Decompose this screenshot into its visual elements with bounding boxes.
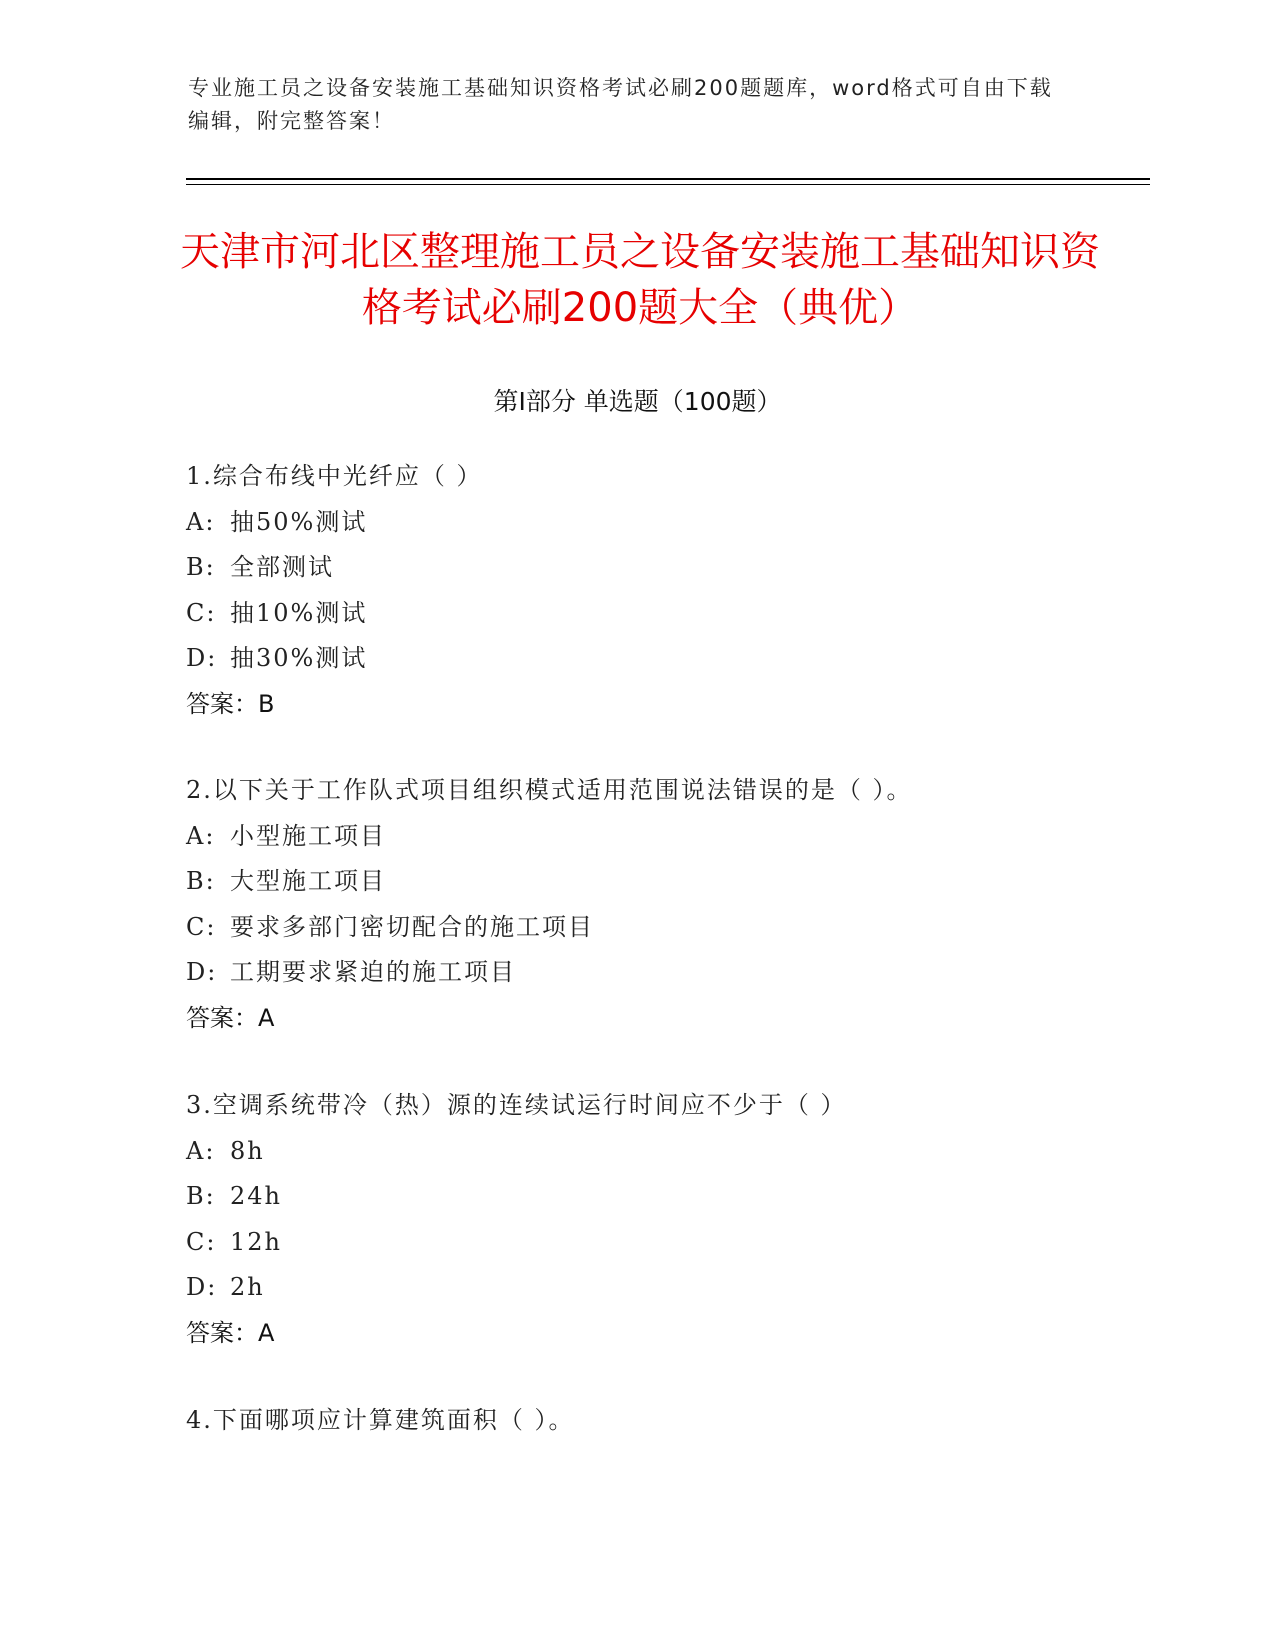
document-title: 天津市河北区整理施工员之设备安装施工基础知识资格考试必刷200题大全（典优） xyxy=(180,229,1100,331)
option-text: 全部测试 xyxy=(230,553,334,581)
option-a xyxy=(186,814,1186,860)
answer: 答案：A xyxy=(186,1318,275,1347)
option-b xyxy=(186,859,1186,905)
option-c xyxy=(186,591,1186,637)
option-letter: D: xyxy=(186,958,218,986)
option-letter: A: xyxy=(186,507,216,536)
question-stem: 3.空调系统带冷（热）源的连续试运行时间应不少于（ ） xyxy=(186,1091,847,1119)
option-text: 抽30%测试 xyxy=(230,644,368,672)
option-text: 24h xyxy=(230,1182,282,1210)
question-stem: 2.以下关于工作队式项目组织模式适用范围说法错误的是（ ）。 xyxy=(186,776,913,804)
option-text: 8h xyxy=(230,1136,265,1165)
question-4 xyxy=(186,1398,1186,1444)
option-letter: A: xyxy=(186,1136,216,1165)
header-rule-thin xyxy=(186,184,1150,185)
answer: 答案：A xyxy=(186,1003,275,1032)
option-a xyxy=(186,1129,1186,1175)
option-text: 小型施工项目 xyxy=(230,821,386,850)
option-letter: B: xyxy=(186,1182,216,1210)
option-text: 12h xyxy=(230,1227,282,1256)
option-letter: B: xyxy=(186,867,216,895)
section-title: 第Ⅰ部分 单选题（100题） xyxy=(493,387,782,416)
option-text: 大型施工项目 xyxy=(230,867,386,895)
option-d xyxy=(186,950,1186,996)
answer: 答案：B xyxy=(186,689,275,718)
header-note: 专业施工员之设备安装施工基础知识资格考试必刷200题题库，word格式可自由下载编辑，附完整答案！ xyxy=(188,76,1053,133)
header-rule-thick xyxy=(186,178,1150,180)
option-letter: B: xyxy=(186,553,216,581)
option-letter: A: xyxy=(186,821,216,850)
option-letter: C: xyxy=(186,912,217,941)
question-stem: 1.综合布线中光纤应（ ） xyxy=(186,462,483,490)
option-letter: D: xyxy=(186,644,218,672)
option-text: 要求多部门密切配合的施工项目 xyxy=(230,912,594,941)
option-text: 抽10%测试 xyxy=(230,598,368,627)
question-2 xyxy=(186,768,1186,1041)
option-text: 2h xyxy=(230,1273,265,1301)
question-1 xyxy=(186,454,1186,727)
option-c xyxy=(186,905,1186,951)
option-d xyxy=(186,1265,1186,1311)
option-c xyxy=(186,1220,1186,1266)
option-letter: C: xyxy=(186,1227,217,1256)
option-b xyxy=(186,545,1186,591)
option-a xyxy=(186,500,1186,546)
question-stem: 4.下面哪项应计算建筑面积（ ）。 xyxy=(186,1406,575,1434)
question-3 xyxy=(186,1083,1186,1356)
option-b xyxy=(186,1174,1186,1220)
option-text: 工期要求紧迫的施工项目 xyxy=(230,958,516,986)
option-d xyxy=(186,636,1186,682)
option-letter: C: xyxy=(186,598,217,627)
option-text: 抽50%测试 xyxy=(230,507,368,536)
option-letter: D: xyxy=(186,1273,218,1301)
